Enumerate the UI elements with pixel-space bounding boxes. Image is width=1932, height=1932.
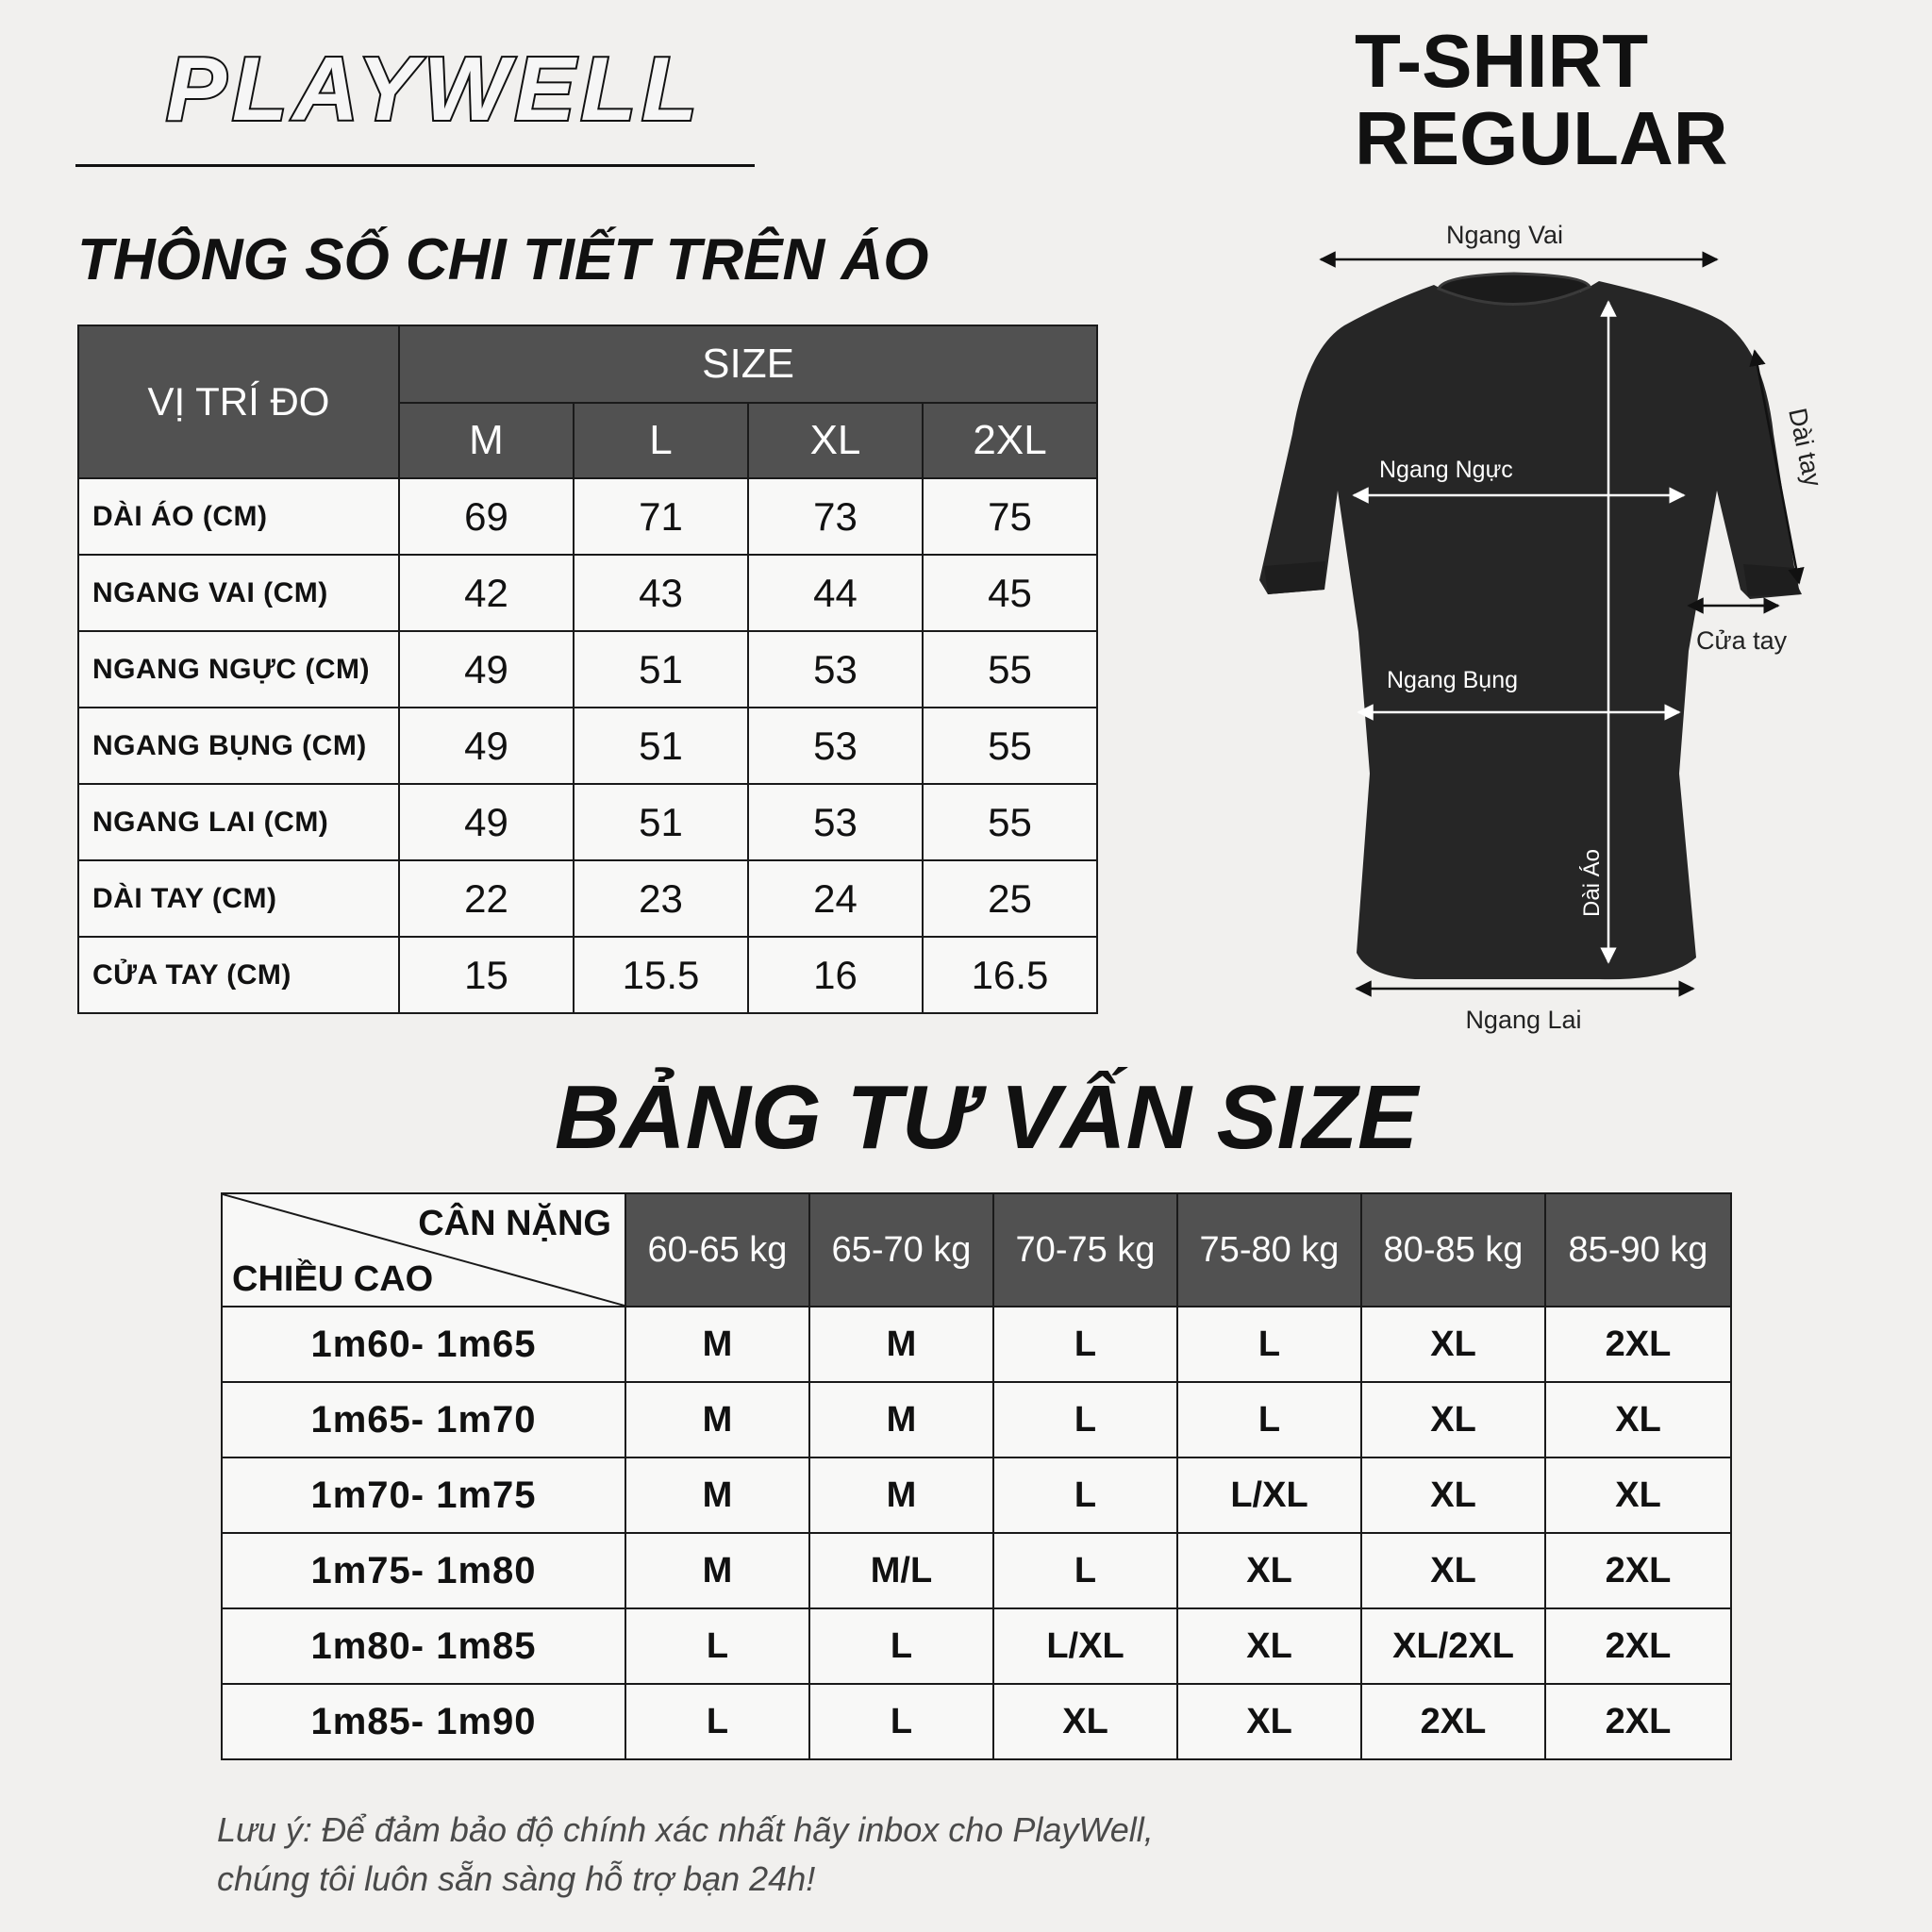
recommended-size-cell: M: [625, 1307, 809, 1382]
spec-cell: 43: [574, 555, 748, 631]
label-length: Dài Áo: [1579, 848, 1605, 917]
spec-cell: 55: [923, 784, 1097, 860]
footnote-line1: Lưu ý: Để đảm bảo độ chính xác nhất hãy inbox cho PlayWell,: [217, 1810, 1154, 1849]
label-chest: Ngang Ngực: [1379, 457, 1513, 483]
advisor-row: [222, 1684, 1731, 1759]
size-col-header: 2XL: [923, 403, 1097, 478]
spec-cell: 53: [748, 708, 923, 784]
spec-cell: 44: [748, 555, 923, 631]
logo-divider: [75, 164, 755, 167]
corner-header: [222, 1193, 625, 1307]
spec-cell: 42: [399, 555, 574, 631]
spec-row: [78, 937, 1097, 1013]
spec-cell: 75: [923, 478, 1097, 555]
size-col-header: XL: [748, 403, 923, 478]
spec-cell: 15: [399, 937, 574, 1013]
spec-cell: 22: [399, 860, 574, 937]
spec-cell: 23: [574, 860, 748, 937]
label-belly: Ngang Bụng: [1387, 667, 1519, 693]
advisor-row: [222, 1533, 1731, 1608]
spec-cell: 49: [399, 708, 574, 784]
spec-row-label: NGANG VAI (CM): [78, 555, 399, 631]
recommended-size-cell: L: [809, 1608, 993, 1684]
spec-cell: 51: [574, 784, 748, 860]
spec-row-label: DÀI ÁO (CM): [78, 478, 399, 555]
label-hem: Ngang Lai: [1465, 1006, 1582, 1034]
spec-cell: 16.5: [923, 937, 1097, 1013]
spec-row-label: NGANG NGỰC (CM): [78, 631, 399, 708]
recommended-size-cell: 2XL: [1545, 1608, 1731, 1684]
recommended-size-cell: 2XL: [1545, 1533, 1731, 1608]
size-col-header: M: [399, 403, 574, 478]
recommended-size-cell: XL: [993, 1684, 1177, 1759]
weight-col-header: 75-80 kg: [1177, 1193, 1361, 1307]
recommended-size-cell: M: [625, 1457, 809, 1533]
recommended-size-cell: 2XL: [1361, 1684, 1545, 1759]
spec-cell: 71: [574, 478, 748, 555]
spec-cell: 73: [748, 478, 923, 555]
spec-cell: 53: [748, 784, 923, 860]
recommended-size-cell: M: [625, 1382, 809, 1457]
spec-row: [78, 478, 1097, 555]
advisor-table-title: BẢNG TƯ VẤN SIZE: [555, 1067, 1418, 1168]
product-title-line1: T-SHIRT: [1355, 19, 1649, 103]
spec-cell: 25: [923, 860, 1097, 937]
recommended-size-cell: 2XL: [1545, 1684, 1731, 1759]
spec-cell: 45: [923, 555, 1097, 631]
height-axis-label: CHIỀU CAO: [232, 1259, 434, 1299]
recommended-size-cell: XL: [1177, 1533, 1361, 1608]
recommended-size-cell: M/L: [809, 1533, 993, 1608]
tshirt-diagram: [1226, 208, 1887, 1057]
spec-row: [78, 784, 1097, 860]
recommended-size-cell: XL: [1361, 1307, 1545, 1382]
recommended-size-cell: XL: [1361, 1382, 1545, 1457]
recommended-size-cell: L/XL: [1177, 1457, 1361, 1533]
height-range-cell: 1m70- 1m75: [222, 1457, 625, 1533]
spec-row: [78, 631, 1097, 708]
spec-row-label: DÀI TAY (CM): [78, 860, 399, 937]
weight-col-header: 65-70 kg: [809, 1193, 993, 1307]
recommended-size-cell: XL: [1361, 1457, 1545, 1533]
spec-row: [78, 708, 1097, 784]
recommended-size-cell: L: [1177, 1382, 1361, 1457]
height-range-cell: 1m65- 1m70: [222, 1382, 625, 1457]
weight-col-header: 70-75 kg: [993, 1193, 1177, 1307]
recommended-size-cell: M: [809, 1307, 993, 1382]
height-range-cell: 1m85- 1m90: [222, 1684, 625, 1759]
size-advisor-table: [221, 1192, 1732, 1760]
advisor-row: [222, 1457, 1731, 1533]
recommended-size-cell: L: [1177, 1307, 1361, 1382]
spec-cell: 51: [574, 631, 748, 708]
advisor-row: [222, 1307, 1731, 1382]
recommended-size-cell: XL: [1545, 1457, 1731, 1533]
label-sleeve-length: Dài tay: [1783, 406, 1827, 490]
footnote: [217, 1806, 1443, 1904]
recommended-size-cell: XL: [1177, 1684, 1361, 1759]
spec-cell: 49: [399, 631, 574, 708]
spec-cell: 53: [748, 631, 923, 708]
brand-logo: PLAYWELL: [166, 39, 703, 140]
recommended-size-cell: L: [809, 1684, 993, 1759]
recommended-size-cell: L: [993, 1457, 1177, 1533]
spec-row: [78, 555, 1097, 631]
advisor-row: [222, 1608, 1731, 1684]
product-title: [1355, 19, 1728, 180]
recommended-size-cell: XL: [1545, 1382, 1731, 1457]
spec-cell: 51: [574, 708, 748, 784]
recommended-size-cell: M: [625, 1533, 809, 1608]
recommended-size-cell: 2XL: [1545, 1307, 1731, 1382]
weight-col-header: 80-85 kg: [1361, 1193, 1545, 1307]
spec-table: [77, 325, 1098, 1014]
spec-row: [78, 860, 1097, 937]
recommended-size-cell: M: [809, 1457, 993, 1533]
recommended-size-cell: XL: [1177, 1608, 1361, 1684]
recommended-size-cell: L: [993, 1307, 1177, 1382]
size-col-header: L: [574, 403, 748, 478]
weight-col-header: 60-65 kg: [625, 1193, 809, 1307]
spec-cell: 55: [923, 631, 1097, 708]
recommended-size-cell: L: [625, 1684, 809, 1759]
weight-col-header: 85-90 kg: [1545, 1193, 1731, 1307]
spec-cell: 69: [399, 478, 574, 555]
spec-table-title: THÔNG SỐ CHI TIẾT TRÊN ÁO: [77, 227, 929, 292]
footnote-line2: chúng tôi luôn sẵn sàng hỗ trợ bạn 24h!: [217, 1859, 816, 1898]
recommended-size-cell: XL/2XL: [1361, 1608, 1545, 1684]
spec-cell: 15.5: [574, 937, 748, 1013]
spec-cell: 24: [748, 860, 923, 937]
spec-row-label: NGANG BỤNG (CM): [78, 708, 399, 784]
recommended-size-cell: L: [993, 1533, 1177, 1608]
recommended-size-cell: L/XL: [993, 1608, 1177, 1684]
weight-axis-label: CÂN NẶNG: [418, 1204, 611, 1243]
recommended-size-cell: L: [625, 1608, 809, 1684]
recommended-size-cell: XL: [1361, 1533, 1545, 1608]
position-header: VỊ TRÍ ĐO: [78, 325, 399, 478]
height-range-cell: 1m60- 1m65: [222, 1307, 625, 1382]
spec-row-label: NGANG LAI (CM): [78, 784, 399, 860]
spec-row-label: CỬA TAY (CM): [78, 937, 399, 1013]
product-title-line2: REGULAR: [1355, 96, 1728, 180]
spec-cell: 16: [748, 937, 923, 1013]
label-cuff: Cửa tay: [1696, 626, 1788, 655]
height-range-cell: 1m75- 1m80: [222, 1533, 625, 1608]
spec-cell: 55: [923, 708, 1097, 784]
height-range-cell: 1m80- 1m85: [222, 1608, 625, 1684]
recommended-size-cell: M: [809, 1382, 993, 1457]
label-shoulder: Ngang Vai: [1445, 221, 1564, 249]
recommended-size-cell: L: [993, 1382, 1177, 1457]
spec-cell: 49: [399, 784, 574, 860]
advisor-row: [222, 1382, 1731, 1457]
size-header: SIZE: [399, 325, 1097, 403]
